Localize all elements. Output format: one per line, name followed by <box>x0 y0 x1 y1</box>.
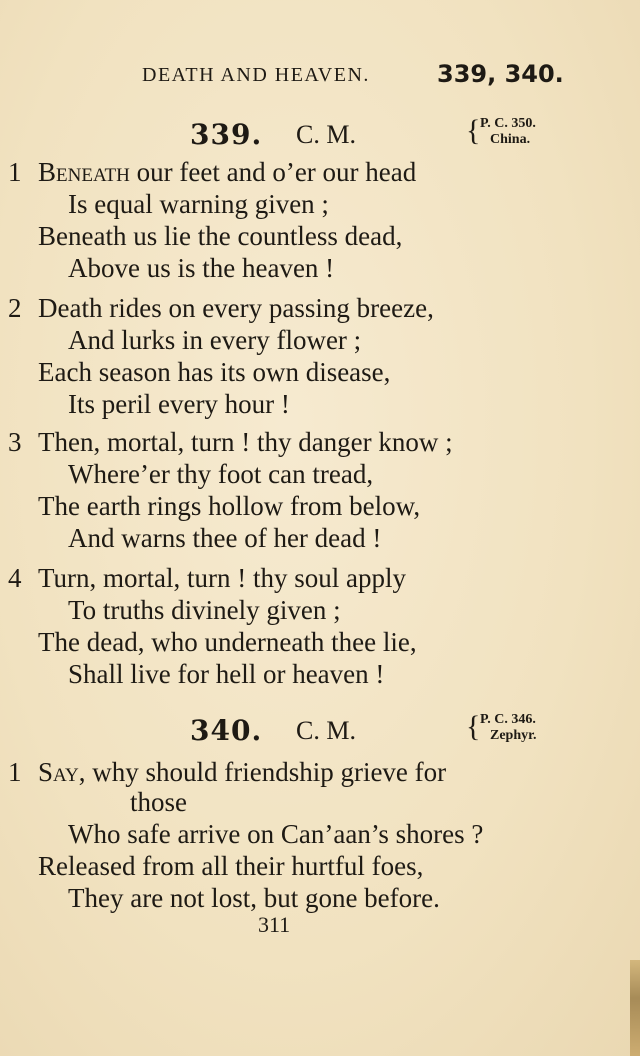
verse-line: Above us is the heaven ! <box>68 253 335 283</box>
tune-name: China. <box>490 132 531 147</box>
verse-line-continuation: those <box>130 787 187 817</box>
verse-line: They are not lost, but gone before. <box>68 883 440 913</box>
running-head <box>0 62 640 92</box>
verse-first-word: Say <box>38 757 79 787</box>
hymn-meter: C. M. <box>296 120 356 149</box>
page-edge-binding <box>630 960 640 1056</box>
verse-first-word: Beneath <box>38 157 130 187</box>
verse-line: And lurks in every flower ; <box>68 325 362 355</box>
running-head-hymn-numbers: 339, 340. <box>437 60 564 88</box>
verse-line-rest: , why should friendship grieve for <box>78 757 447 787</box>
hymn-header-340 <box>0 712 640 752</box>
verse-line: Is equal warning given ; <box>68 189 329 219</box>
verse-line: Turn, mortal, turn ! thy soul apply <box>38 563 406 593</box>
verse-line: Each season has its own disease, <box>38 357 391 387</box>
verse-number: 4 <box>8 563 22 593</box>
tune-reference-line: P. C. 346. <box>480 712 536 727</box>
verse-line: To truths divinely given ; <box>68 595 341 625</box>
verse-line: Its peril every hour ! <box>68 389 290 419</box>
verse-number: 3 <box>8 427 22 457</box>
verse-line: And warns thee of her dead ! <box>68 523 382 553</box>
verse-number: 1 <box>8 757 22 787</box>
verse-line: The dead, who underneath thee lie, <box>38 627 417 657</box>
hymn-header-339 <box>0 116 640 156</box>
verse-line-rest: our feet and o’er our head <box>129 157 417 187</box>
verse-line: Then, mortal, turn ! thy danger know ; <box>38 427 453 457</box>
tune-reference-brace: { <box>466 710 481 743</box>
verse-line: The earth rings hollow from below, <box>38 491 421 521</box>
verse-line: Beneath us lie the countless dead, <box>38 221 403 251</box>
verse-line <box>38 756 446 788</box>
tune-reference <box>480 712 537 744</box>
tune-reference <box>480 116 536 148</box>
verse-number: 1 <box>8 157 22 187</box>
page-number: 311 <box>258 912 291 937</box>
verse-line: Released from all their hurtful foes, <box>38 851 424 881</box>
verse-line: Where’er thy foot can tread, <box>68 459 374 489</box>
hymn-number: 340. <box>190 714 263 747</box>
verse-line: Shall live for hell or heaven ! <box>68 659 385 689</box>
tune-reference-line: P. C. 350. <box>480 116 536 131</box>
tune-reference-brace: { <box>466 114 481 147</box>
hymn-meter: C. M. <box>296 716 356 745</box>
hymn-number: 339. <box>190 118 263 151</box>
verse-line <box>38 156 416 188</box>
running-head-title: DEATH AND HEAVEN. <box>142 64 370 86</box>
verse-line: Who safe arrive on Can’aan’s shores ? <box>68 819 484 849</box>
tune-name: Zephyr. <box>490 728 537 743</box>
verse-number: 2 <box>8 293 22 323</box>
verse-line: Death rides on every passing breeze, <box>38 293 434 323</box>
